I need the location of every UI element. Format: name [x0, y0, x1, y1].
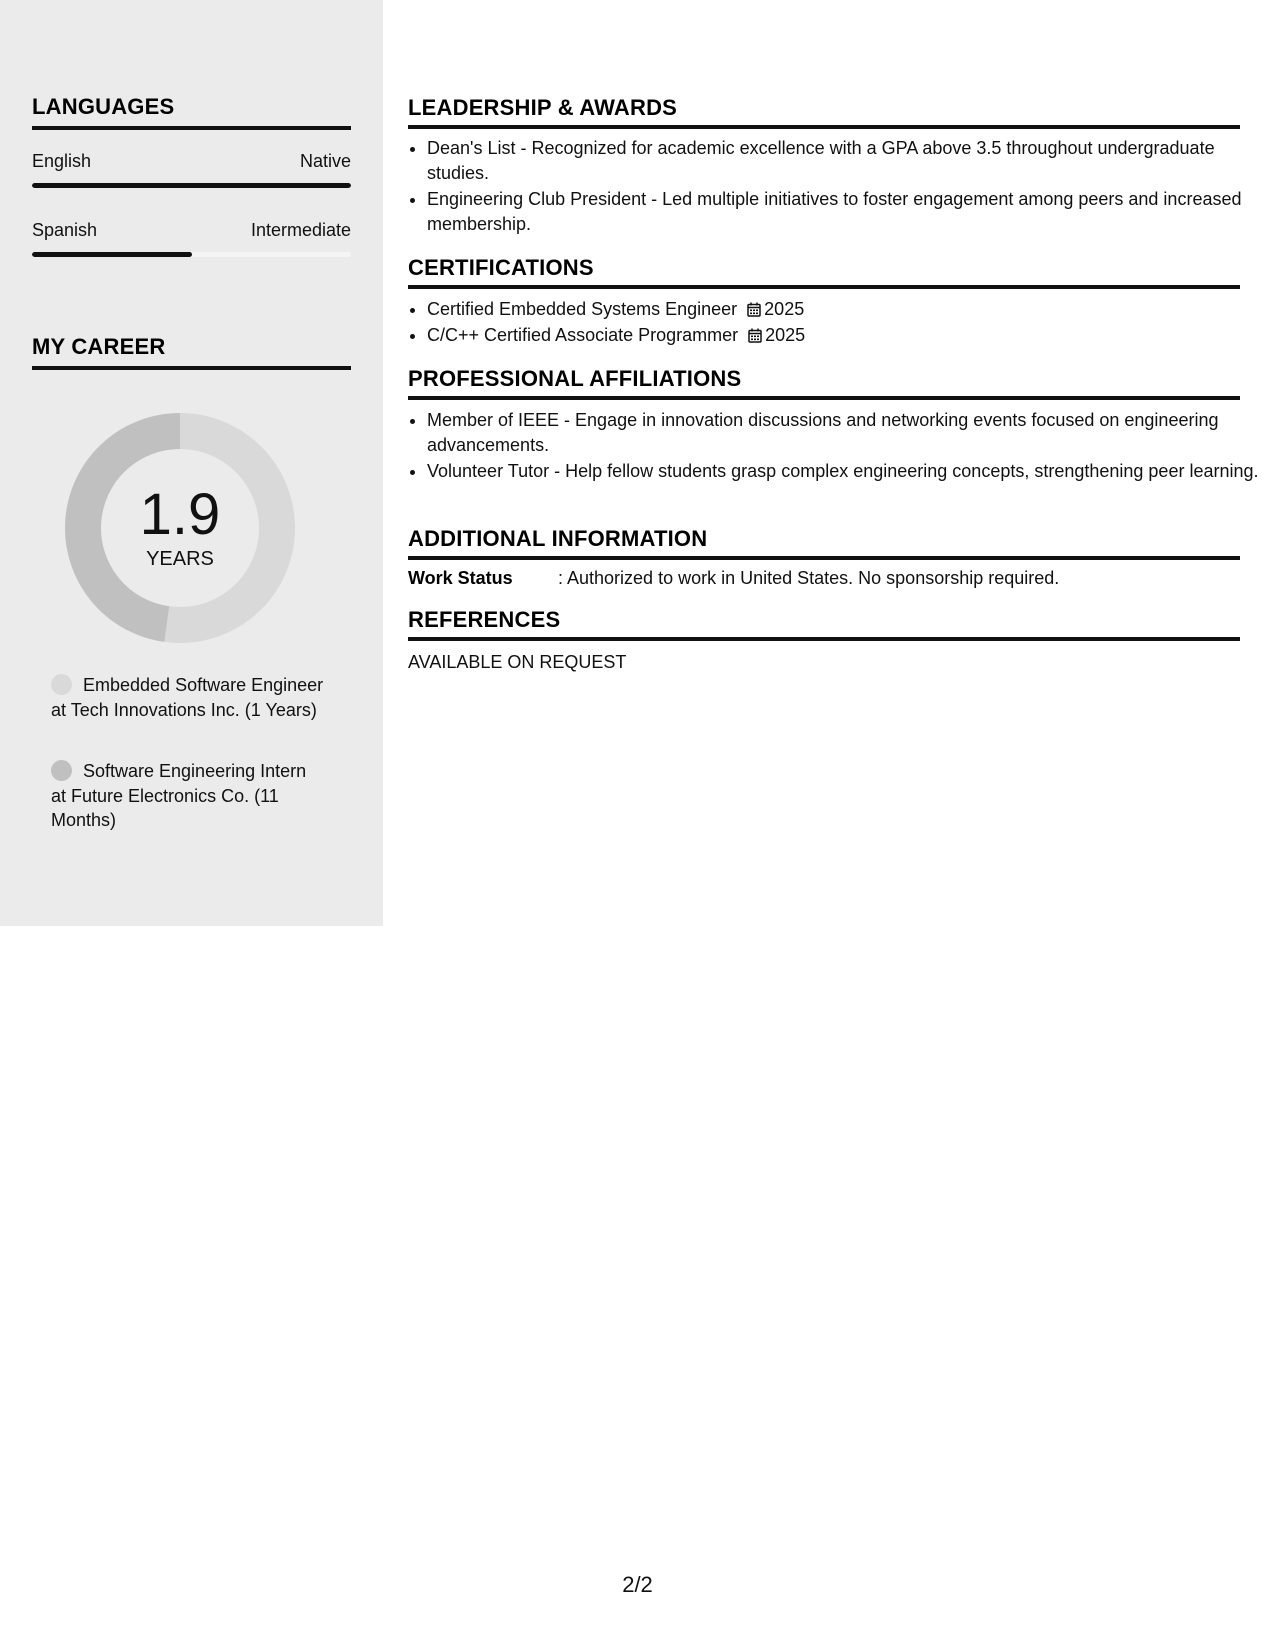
leadership-list — [408, 136, 1259, 238]
page-number: 2/2 — [622, 1572, 653, 1597]
work-status-row — [408, 568, 1240, 589]
list-item: • Member of IEEE - Engage in innovation discussions and networking events focused on engineering advancements. — [427, 408, 1259, 458]
language-bar-fill — [32, 183, 351, 188]
sidebar — [0, 0, 383, 926]
work-status-label: Work Status — [408, 568, 513, 588]
language-name: Spanish — [32, 220, 98, 240]
additional-info-heading: ADDITIONAL INFORMATION — [408, 526, 1240, 560]
language-name: English — [32, 151, 92, 171]
calendar-icon — [748, 328, 762, 343]
legend-label: Embedded Software Engineer at Tech Innovations Inc. (1 Years) — [51, 675, 324, 720]
legend-dot — [51, 760, 72, 781]
cert-name: Certified Embedded Systems Engineer — [427, 299, 738, 319]
list-item — [427, 323, 1259, 348]
cert-name: C/C++ Certified Associate Programmer — [427, 325, 739, 345]
language-level: Intermediate — [250, 220, 351, 240]
language-level: Native — [299, 151, 351, 171]
legend-dot — [51, 674, 72, 695]
work-status-value: : Authorized to work in United States. No sponsorship required. — [558, 568, 1060, 588]
affiliations-heading: PROFESSIONAL AFFILIATIONS — [408, 366, 1240, 400]
legend-label: Software Engineering Intern at Future Electronics Co. (11 Months) — [51, 761, 307, 830]
cert-year: 2025 — [765, 325, 806, 345]
list-item: • Dean's List - Recognized for academic excellence with a GPA above 3.5 throughout undergraduate studies. — [427, 136, 1259, 186]
language-bar-spanish — [32, 252, 351, 257]
references-text: AVAILABLE ON REQUEST — [408, 652, 627, 672]
list-item — [427, 297, 1259, 322]
career-legend-item — [51, 759, 326, 833]
cert-year: 2025 — [764, 299, 805, 319]
career-donut-chart — [65, 413, 295, 643]
certifications-heading: CERTIFICATIONS — [408, 255, 1240, 289]
language-row-spanish — [32, 220, 351, 241]
references-heading: REFERENCES — [408, 607, 1240, 641]
list-item: • Engineering Club President - Led multiple initiatives to foster engagement among peers and increased membership. — [427, 187, 1259, 237]
calendar-icon — [747, 302, 761, 317]
language-bar-english — [32, 183, 351, 188]
affiliations-list — [408, 408, 1259, 485]
career-total-unit: YEARS — [146, 548, 214, 570]
languages-heading: LANGUAGES — [32, 94, 351, 130]
language-row-english — [32, 151, 351, 172]
career-heading: MY CAREER — [32, 334, 351, 370]
list-item: • Volunteer Tutor - Help fellow students grasp complex engineering concepts, strengthening peer learning. — [427, 459, 1259, 484]
language-bar-fill — [32, 252, 192, 257]
leadership-heading: LEADERSHIP & AWARDS — [408, 95, 1240, 129]
career-legend-item — [51, 673, 326, 722]
certifications-list — [408, 297, 1259, 349]
career-total-value: 1.9 — [139, 482, 221, 547]
